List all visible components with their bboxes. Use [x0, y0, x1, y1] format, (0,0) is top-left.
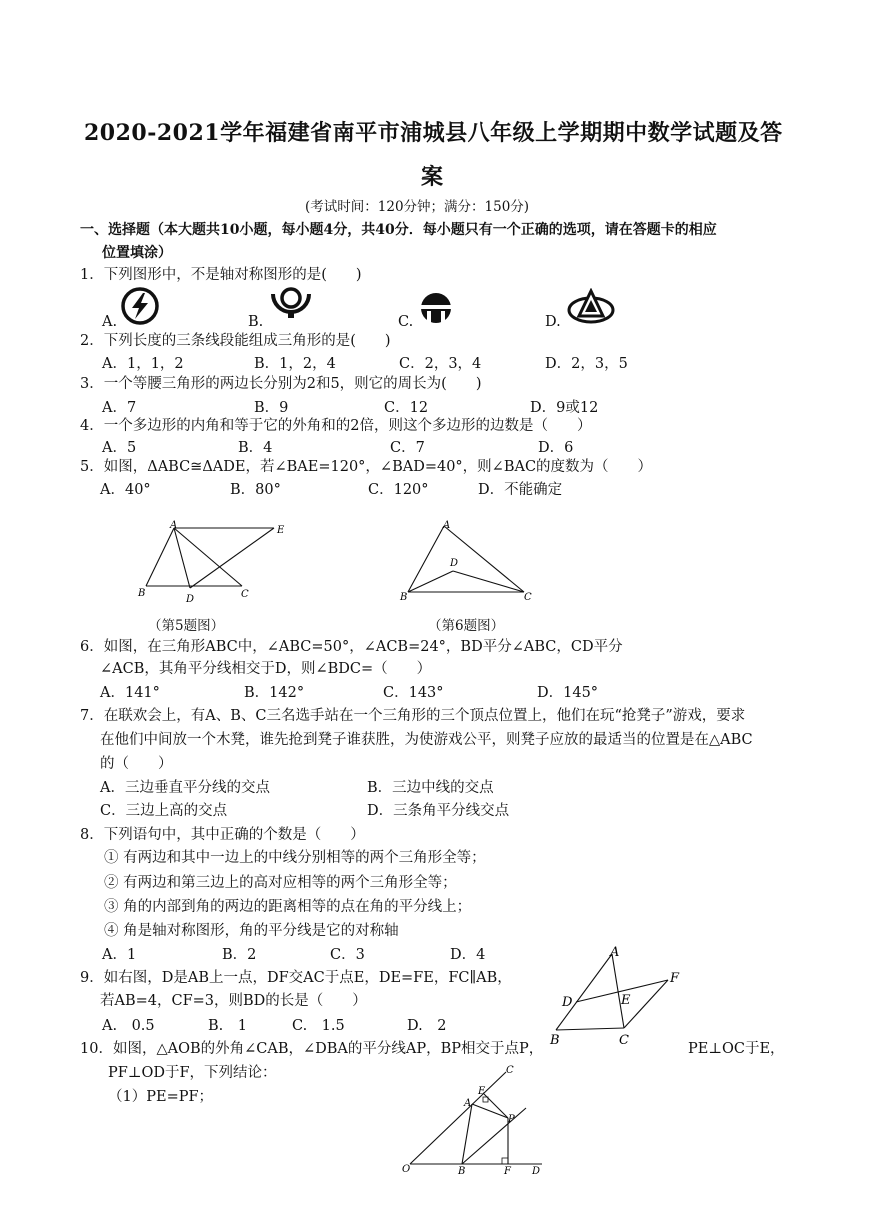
fig10-label-c: C: [506, 1065, 514, 1076]
q6-line-2: ∠ACB，其角平分线相交于D，则∠BDC=（ ）: [100, 661, 432, 677]
q1-option-b: B.: [248, 314, 264, 330]
fig5-label-a: A: [170, 520, 178, 531]
q4-option-a: A．5: [102, 440, 137, 456]
q9-option-a: A. 0.5: [102, 1018, 155, 1034]
q7-option-b: B．三边中线的交点: [367, 780, 494, 796]
fig10-label-o: O: [402, 1164, 411, 1175]
fig5-label-c: C: [241, 589, 249, 600]
q7-line-1: 7．在联欢会上，有A、B、C三名选手站在一个三角形的三个顶点位置上，他们在玩“抢凳子”游戏，要求: [80, 708, 746, 724]
q1-option-c: C.: [398, 314, 414, 330]
triangle-logo-icon: [566, 288, 616, 326]
figure-q6: [396, 516, 546, 606]
q5-option-d: D．不能确定: [478, 482, 563, 498]
fig9-label-a: A: [610, 945, 620, 960]
q7-option-c: C．三边上高的交点: [100, 803, 228, 819]
q7-line-3: 的（ ）: [100, 756, 173, 772]
q9-option-d: D. 2: [407, 1018, 447, 1034]
q7-option-a: A．三边垂直平分线的交点: [100, 780, 270, 796]
q2-option-b: B．1，2，4: [254, 356, 336, 372]
q6-line-1: 6．如图，在三角形ABC中，∠ABC=50°，∠ACB=24°，BD平分∠ABC，CD平分: [80, 639, 623, 655]
q10-line-1b: PE⊥OC于E，: [688, 1041, 785, 1057]
q2-stem: 2．下列长度的三条线段能组成三角形的是( ): [80, 333, 391, 349]
q1-stem: 1．下列图形中，不是轴对称图形的是( ): [80, 267, 362, 283]
q2-option-d: D．2，3，5: [545, 356, 628, 372]
q6-option-d: D．145°: [537, 685, 599, 701]
fig9-label-c: C: [619, 1033, 629, 1048]
q8-statement-1: ① 有两边和其中一边上的中线分别相等的两个三角形全等；: [104, 850, 486, 866]
fig10-label-p: P: [508, 1114, 515, 1125]
fig5-label-e: E: [277, 525, 285, 536]
section-heading: 一、选择题（本大题共10小题，每小题4分，共40分．每小题只有一个正确的选项，请在答题卡的相应: [80, 222, 717, 238]
q2-option-a: A．1，1，2: [102, 356, 184, 372]
fig10-label-f: F: [504, 1166, 511, 1176]
q3-option-d: D．9或12: [530, 400, 599, 416]
q10-line-2: PF⊥OD于F，下列结论：: [108, 1065, 277, 1081]
fig10-label-b: B: [458, 1166, 466, 1176]
ring-logo-icon: [268, 282, 314, 322]
fig9-label-e: E: [621, 993, 631, 1008]
fig6-label-a: A: [443, 520, 451, 531]
q8-statement-4: ④ 角是轴对称图形，角的平分线是它的对称轴: [104, 923, 399, 939]
q4-option-c: C．7: [390, 440, 425, 456]
q8-statement-3: ③ 角的内部到角的两边的距离相等的点在角的平分线上；: [104, 899, 472, 915]
fig5-label-d: D: [186, 594, 195, 605]
fig9-label-b: B: [550, 1033, 560, 1048]
fig5-label-b: B: [138, 588, 146, 599]
q5-option-b: B．80°: [230, 482, 281, 498]
q3-option-c: C．12: [384, 400, 429, 416]
q8-statement-2: ② 有两边和第三边上的高对应相等的两个三角形全等；: [104, 875, 457, 891]
fig9-label-f: F: [670, 971, 680, 986]
lightning-logo-icon: [120, 286, 162, 326]
section-heading-cont: 位置填涂）: [102, 245, 172, 261]
fig6-label-b: B: [400, 592, 408, 603]
q9-line-1: 9．如右图，D是AB上一点，DF交AC于点E，DE=FE，FC∥AB，: [80, 970, 512, 986]
q7-line-2: 在他们中间放一个木凳，谁先抢到凳子谁获胜，为使游戏公平，则凳子应放的最适当的位置是在△ABC: [100, 732, 753, 748]
figure-q6-caption: （第6题图）: [428, 618, 505, 634]
q5-stem: 5．如图，ΔABC≅ΔADE，若∠BAE=120°，∠BAD=40°，则∠BAC的度数为（ ）: [80, 459, 653, 475]
q6-option-a: A．141°: [100, 685, 160, 701]
title-line-1: 2020-2021学年福建省南平市浦城县八年级上学期期中数学试题及答: [84, 120, 783, 146]
tower-logo-icon: [418, 292, 454, 326]
q10-line-3: （1）PE=PF；: [108, 1089, 214, 1105]
q9-line-2: 若AB=4，CF=3，则BD的长是（ ）: [100, 993, 367, 1009]
fig6-label-c: C: [524, 592, 532, 603]
q3-stem: 3．一个等腰三角形的两边长分别为2和5，则它的周长为( ): [80, 376, 482, 392]
q6-option-c: C．143°: [383, 685, 444, 701]
fig10-label-d: D: [532, 1166, 541, 1176]
q8-option-c: C．3: [330, 947, 365, 963]
figure-q5: [134, 518, 294, 608]
q5-option-c: C．120°: [368, 482, 429, 498]
fig9-label-d: D: [562, 995, 573, 1010]
q8-option-d: D．4: [450, 947, 486, 963]
title-line-2: 案: [421, 164, 444, 190]
q1-option-a: A.: [102, 314, 118, 330]
q4-stem: 4．一个多边形的内角和等于它的外角和的2倍，则这个多边形的边数是（ ）: [80, 418, 592, 434]
figure-q9: [546, 942, 696, 1050]
q4-option-d: D．6: [538, 440, 574, 456]
q8-option-a: A．1: [102, 947, 137, 963]
exam-info: (考试时间：120分钟；满分：150分): [305, 199, 530, 215]
q5-option-a: A．40°: [100, 482, 151, 498]
q2-option-c: C．2，3，4: [399, 356, 482, 372]
figure-q5-caption: （第5题图）: [148, 618, 225, 634]
q1-option-d: D.: [545, 314, 561, 330]
q10-line-1a: 10．如图，△AOB的外角∠CAB，∠DBA的平分线AP，BP相交于点P，: [80, 1041, 544, 1057]
q9-option-b: B. 1: [208, 1018, 247, 1034]
q6-option-b: B．142°: [244, 685, 305, 701]
q3-option-a: A．7: [102, 400, 137, 416]
q8-option-b: B．2: [222, 947, 257, 963]
q4-option-b: B．4: [238, 440, 273, 456]
q9-option-c: C. 1.5: [292, 1018, 345, 1034]
fig10-label-a: A: [464, 1098, 472, 1109]
q3-option-b: B．9: [254, 400, 289, 416]
fig6-label-d: D: [450, 558, 459, 569]
q8-stem: 8．下列语句中，其中正确的个数是（ ）: [80, 827, 365, 843]
figure-q10: [398, 1064, 548, 1176]
q7-option-d: D．三条角平分线交点: [367, 803, 510, 819]
fig10-label-e: E: [478, 1086, 486, 1097]
